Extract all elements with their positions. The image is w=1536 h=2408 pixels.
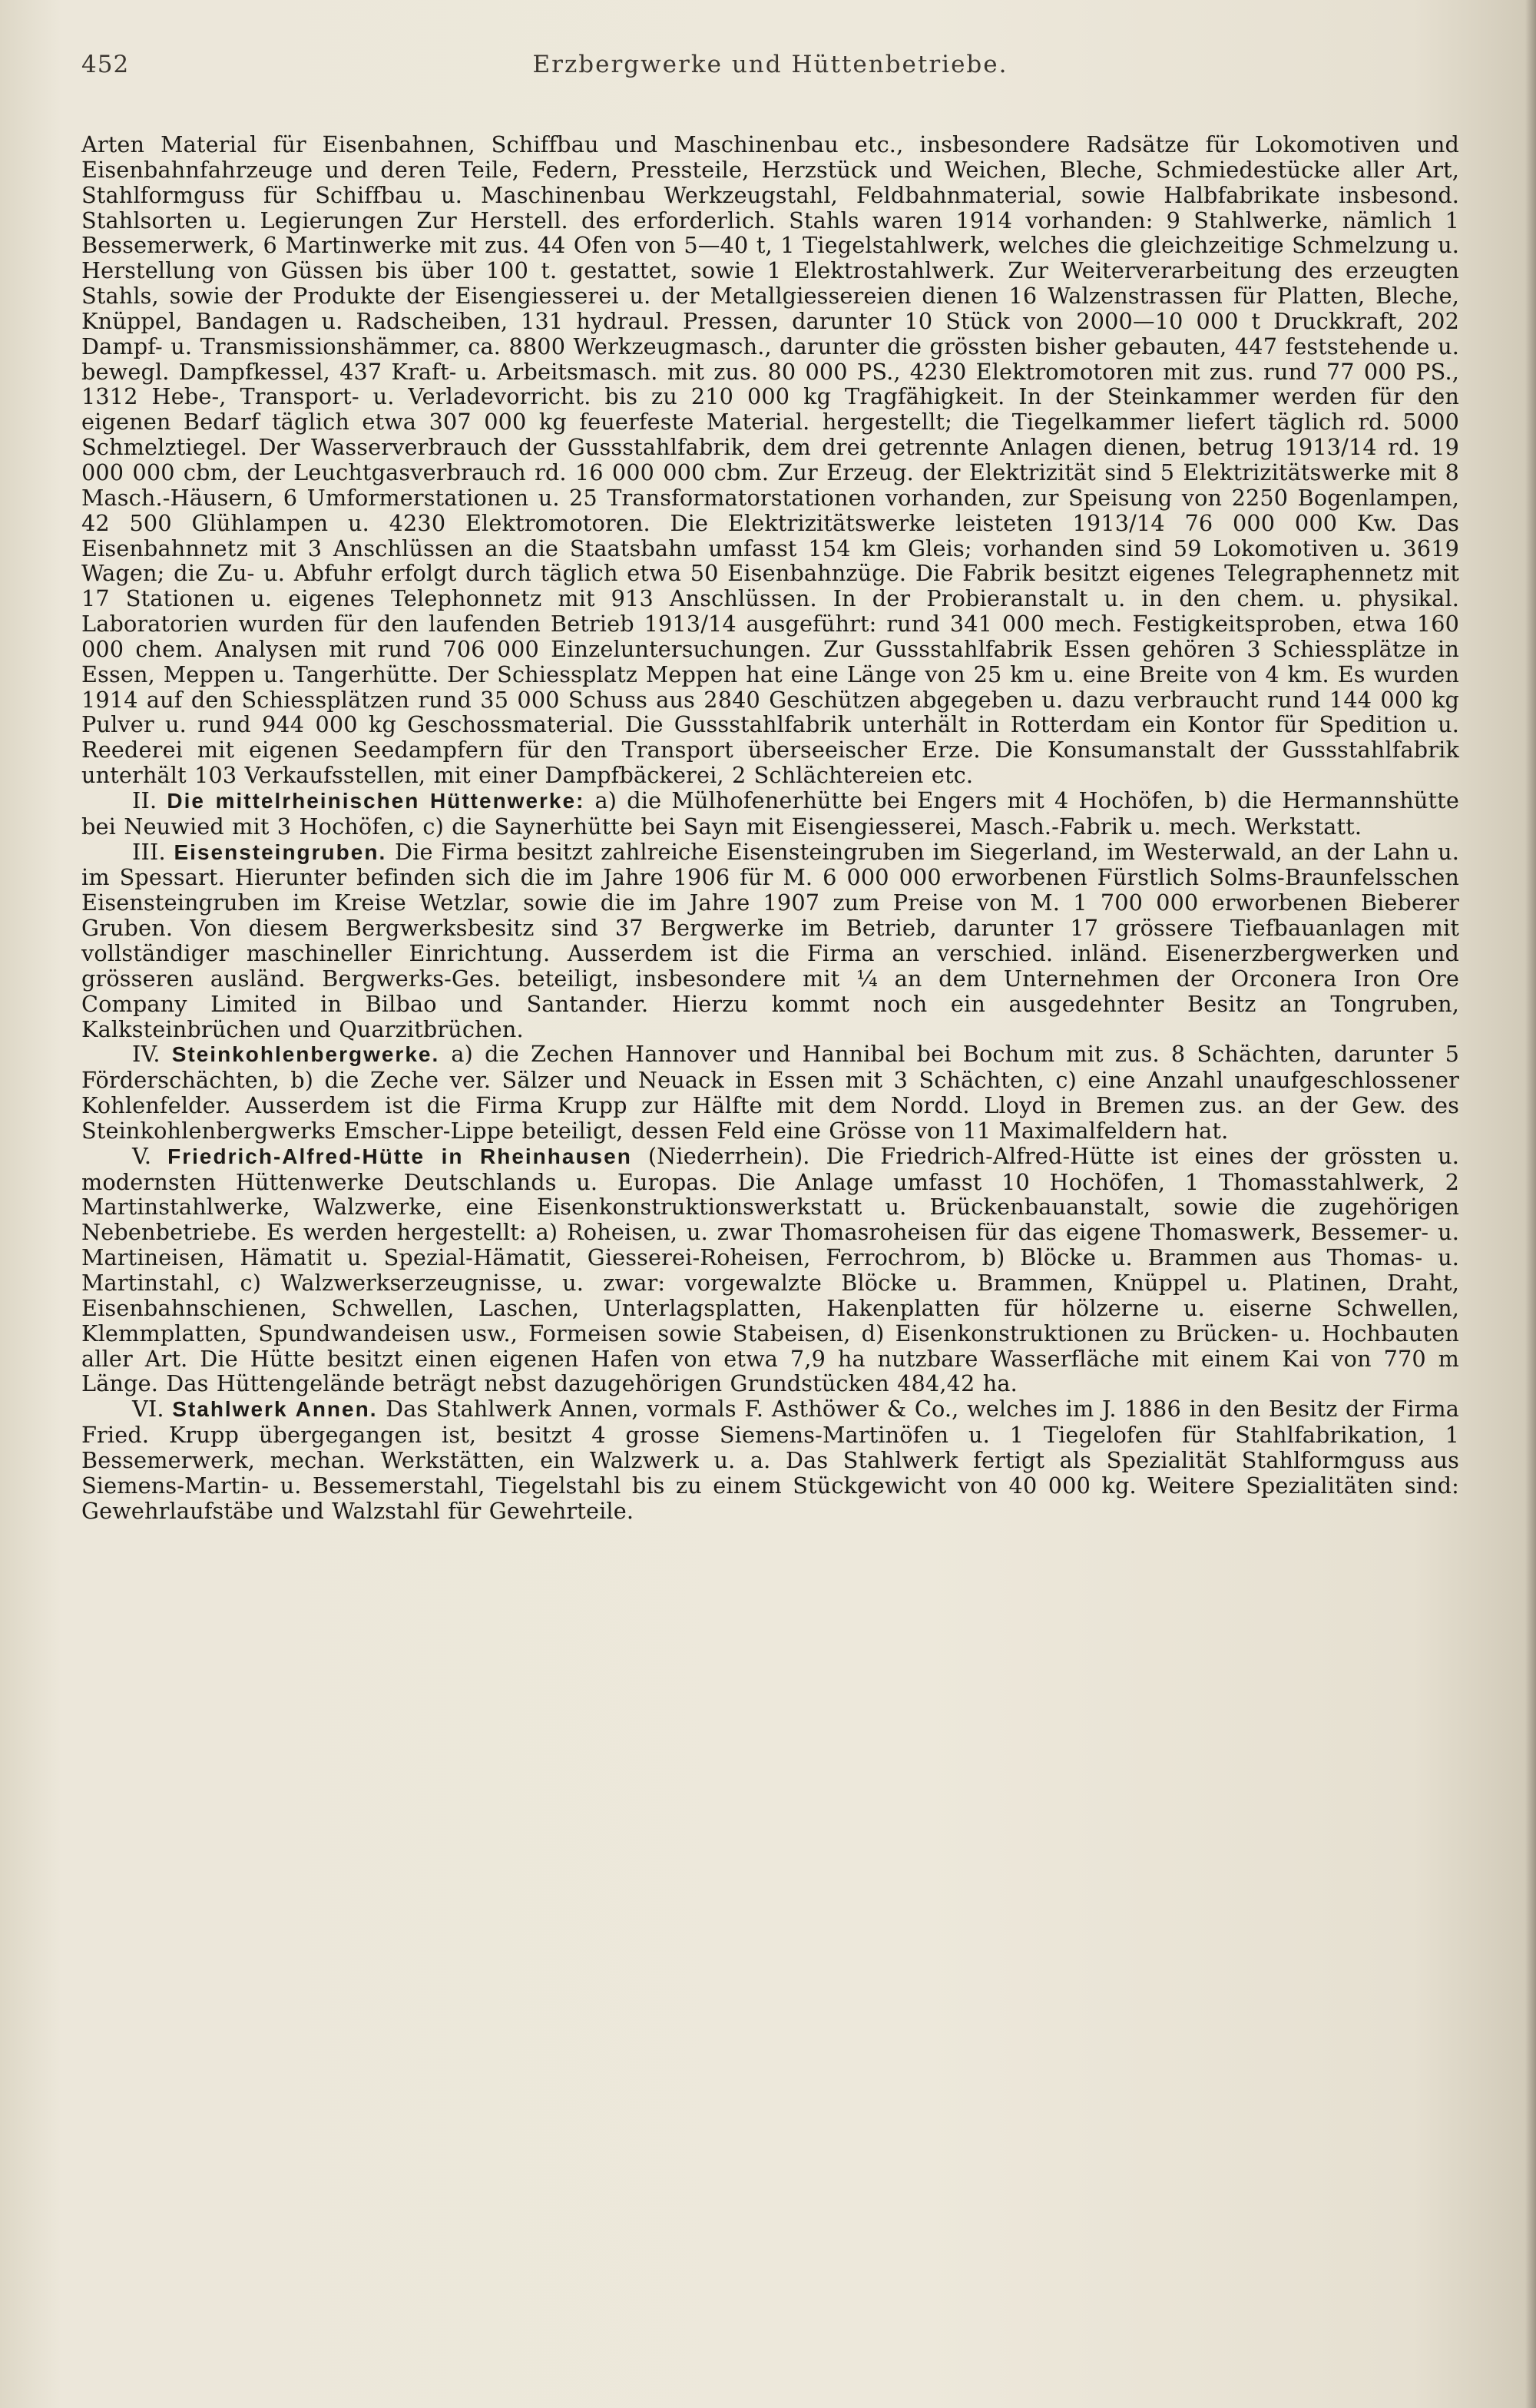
section-numeral: II.	[132, 787, 157, 813]
section-iii	[81, 840, 1459, 1042]
section-text: a) die Mülhofenerhütte bei Engers mit 4 Hochöfen, b) die Hermannshütte bei Neuwied mit 3 Hochöfen, c) die Saynerhütte bei Sayn mit Eisengiesserei, Masch.-Fabrik u. mech. Werkstatt.	[81, 787, 1459, 840]
section-title: Steinkohlenbergwerke.	[171, 1042, 440, 1067]
section-numeral: III.	[132, 838, 166, 865]
section-title: Stahlwerk Annen.	[172, 1397, 378, 1422]
section-title: Eisensteingruben.	[174, 840, 387, 864]
section-v	[81, 1144, 1459, 1396]
section-ii	[81, 788, 1459, 840]
section-numeral: IV.	[132, 1041, 161, 1068]
intro-paragraph: Arten Material für Eisenbahnen, Schiffbau und Maschinenbau etc., insbesondere Radsätze für Lokomotiven und Eisenbahnfahrzeuge und deren Teile, Federn, Pressteile, Herzstück und Weichen, Bleche, Schmiedestücke aller Art, Stahlformguss für Schiffbau u. Maschinenbau Werkzeugstahl, Feldbahnmaterial, sowie Halbfabrikate insbesond. Stahlsorten u. Legierungen Zur Herstell. des erforderlich. Stahls waren 1914 vorhanden: 9 Stahlwerke, nämlich 1 Bessemerwerk, 6 Martinwerke mit zus. 44 Ofen von 5—40 t, 1 Tiegelstahlwerk, welches die gleichzeitige Schmelzung u. Herstellung von Güssen bis über 100 t. gestattet, sowie 1 Elektrostahlwerk. Zur Weiterverarbeitung des erzeugten Stahls, sowie der Produkte der Eisengiesserei u. der Metallgiessereien dienen 16 Walzenstrassen für Platten, Bleche, Knüppel, Bandagen u. Radscheiben, 131 hydraul. Pressen, darunter 10 Stück von 2000—10 000 t Druckkraft, 202 Dampf- u. Transmissionshämmer, ca. 8800 Werkzeugmasch., darunter die grössten bisher gebauten, 447 feststehende u. bewegl. Dampfkessel, 437 Kraft- u. Arbeitsmasch. mit zus. 80 000 PS., 4230 Elektromotoren mit zus. rund 77 000 PS., 1312 Hebe-, Transport- u. Verladevorricht. bis zu 210 000 kg Tragfähigkeit. In der Steinkammer werden für den eigenen Bedarf täglich etwa 307 000 kg feuerfeste Material. hergestellt; die Tiegelkammer liefert täglich rd. 5000 Schmelztiegel. Der Wasserverbrauch der Gussstahlfabrik, dem drei getrennte Anlagen dienen, betrug 1913/14 rd. 19 000 000 cbm, der Leuchtgasverbrauch rd. 16 000 000 cbm. Zur Erzeug. der Elektrizität sind 5 Elektrizitätswerke mit 8 Masch.-Häusern, 6 Umformerstationen u. 25 Transformatorstationen vorhanden, zur Speisung von 2250 Bogenlampen, 42 500 Glühlampen u. 4230 Elektromotoren. Die Elektrizitätswerke leisteten 1913/14 76 000 000 Kw. Das Eisenbahnnetz mit 3 Anschlüssen an die Staatsbahn umfasst 154 km Gleis; vorhanden sind 59 Lokomotiven u. 3619 Wagen; die Zu- u. Abfuhr erfolgt durch täglich etwa 50 Eisenbahnzüge. Die Fabrik besitzt eigenes Telegraphennetz mit 17 Stationen u. eigenes Telephonnetz mit 913 Anschlüssen. In der Probieranstalt u. in den chem. u. physikal. Laboratorien wurden für den laufenden Betrieb 1913/14 ausgeführt: rund 341 000 mech. Festigkeitsproben, etwa 160 000 chem. Analysen mit rund 706 000 Einzeluntersuchungen. Zur Gussstahlfabrik Essen gehören 3 Schiessplätze in Essen, Meppen u. Tangerhütte. Der Schiessplatz Meppen hat eine Länge von 25 km u. eine Breite von 4 km. Es wurden 1914 auf den Schiessplätzen rund 35 000 Schuss aus 2840 Geschützen abgegeben u. dazu verbraucht rund 144 000 kg Pulver u. rund 944 000 kg Geschossmaterial. Die Gussstahlfabrik unterhält in Rotterdam ein Kontor für Spedition u. Reederei mit eigenen Seedampfern für den Transport überseeischer Erze. Die Konsumanstalt der Gussstahlfabrik unterhält 103 Verkaufsstellen, mit einer Dampfbäckerei, 2 Schlächtereien etc.	[81, 131, 1459, 789]
section-text: Die Firma besitzt zahlreiche Eisensteingruben im Siegerland, im Westerwald, an der Lahn u. im Spessart. Hierunter befinden sich die im Jahre 1906 für M. 6 000 000 erworbenen Fürstlich Solms-Braunfelsschen Eisensteingruben im Kreise Wetzlar, sowie die im Jahre 1907 zum Preise von M. 1 700 000 erworbenen Bieberer Gruben. Von diesem Bergwerksbesitz sind 37 Bergwerke im Betrieb, darunter 17 grössere Tiefbauanlagen mit vollständiger maschineller Einrichtung. Ausserdem ist die Firma an verschied. inländ. Eisenerzbergwerken und grösseren ausländ. Bergwerks-Ges. beteiligt, insbesondere mit ¼ an dem Unternehmen der Orconera Iron Ore Company Limited in Bilbao und Santander. Hierzu kommt noch ein ausgedehnter Besitz an Tongruben, Kalksteinbrüchen und Quarzitbrüchen.	[81, 838, 1459, 1042]
section-text: Das Stahlwerk Annen, vormals F. Asthöwer & Co., welches im J. 1886 in den Besitz der Firma Fried. Krupp übergegangen ist, besitzt 4 grosse Siemens-Martinöfen u. 1 Tiegelofen für Stahlfabrikation, 1 Bessemerwerk, mechan. Werkstätten, ein Walzwerk u. a. Das Stahlwerk fertigt als Spezialität Stahlformguss aus Siemens-Martin- u. Bessemerstahl, Tiegelstahl bis zu einem Stückgewicht von 40 000 kg. Weitere Spezialitäten sind: Gewehrlaufstäbe und Walzstahl für Gewehrteile.	[81, 1396, 1459, 1524]
section-title: Friedrich-Alfred-Hütte in Rheinhausen	[167, 1144, 632, 1168]
section-numeral: V.	[132, 1142, 152, 1169]
page-number: 452	[81, 51, 130, 78]
running-head: Erzbergwerke und Hüttenbetriebe.	[532, 51, 1008, 78]
section-title: Die mittelrheinischen Hüttenwerke:	[167, 788, 585, 813]
section-numeral: VI.	[132, 1396, 164, 1423]
section-text: a) die Zechen Hannover und Hannibal bei Bochum mit zus. 8 Schächten, darunter 5 Förderschächten, b) die Zeche ver. Sälzer und Neuack in Essen mit 3 Schächten, c) eine Anzahl unaufgeschlossener Kohlenfelder. Ausserdem ist die Firma Krupp zur Hälfte mit dem Nordd. Lloyd in Bremen zus. an der Gew. des Steinkohlenbergwerks Emscher-Lippe beteiligt, dessen Feld eine Grösse von 11 Maximalfeldern hat.	[81, 1041, 1459, 1144]
page-header	[81, 51, 1459, 86]
section-iv	[81, 1042, 1459, 1143]
body-text	[81, 132, 1459, 1523]
section-vi	[81, 1396, 1459, 1523]
section-text: (Niederrhein). Die Friedrich-Alfred-Hütte ist eines der grössten u. modernsten Hüttenwerke Deutschlands u. Europas. Die Anlage umfasst 10 Hochöfen, 1 Thomasstahlwerk, 2 Martinstahlwerke, Walzwerke, eine Eisenkonstruktionswerkstatt u. Brückenbauanstalt, sowie die zugehörigen Nebenbetriebe. Es werden hergestellt: a) Roheisen, u. zwar Thomasroheisen für das eigene Thomaswerk, Bessemer- u. Martineisen, Hämatit u. Spezial-Hämatit, Giesserei-Roheisen, Ferrochrom, b) Blöcke u. Brammen aus Thomas- u. Martinstahl, c) Walzwerkserzeugnisse, u. zwar: vorgewalzte Blöcke u. Brammen, Knüppel u. Platinen, Draht, Eisenbahnschienen, Schwellen, Laschen, Unterlagsplatten, Hakenplatten für hölzerne u. eiserne Schwellen, Klemmplatten, Spundwandeisen usw., Formeisen sowie Stabeisen, d) Eisenkonstruktionen zu Brücken- u. Hochbauten aller Art. Die Hütte besitzt einen eigenen Hafen von etwa 7,9 ha nutzbare Wasserfläche mit einem Kai von 770 m Länge. Das Hüttengelände beträgt nebst dazugehörigen Grundstücken 484,42 ha.	[81, 1142, 1459, 1397]
